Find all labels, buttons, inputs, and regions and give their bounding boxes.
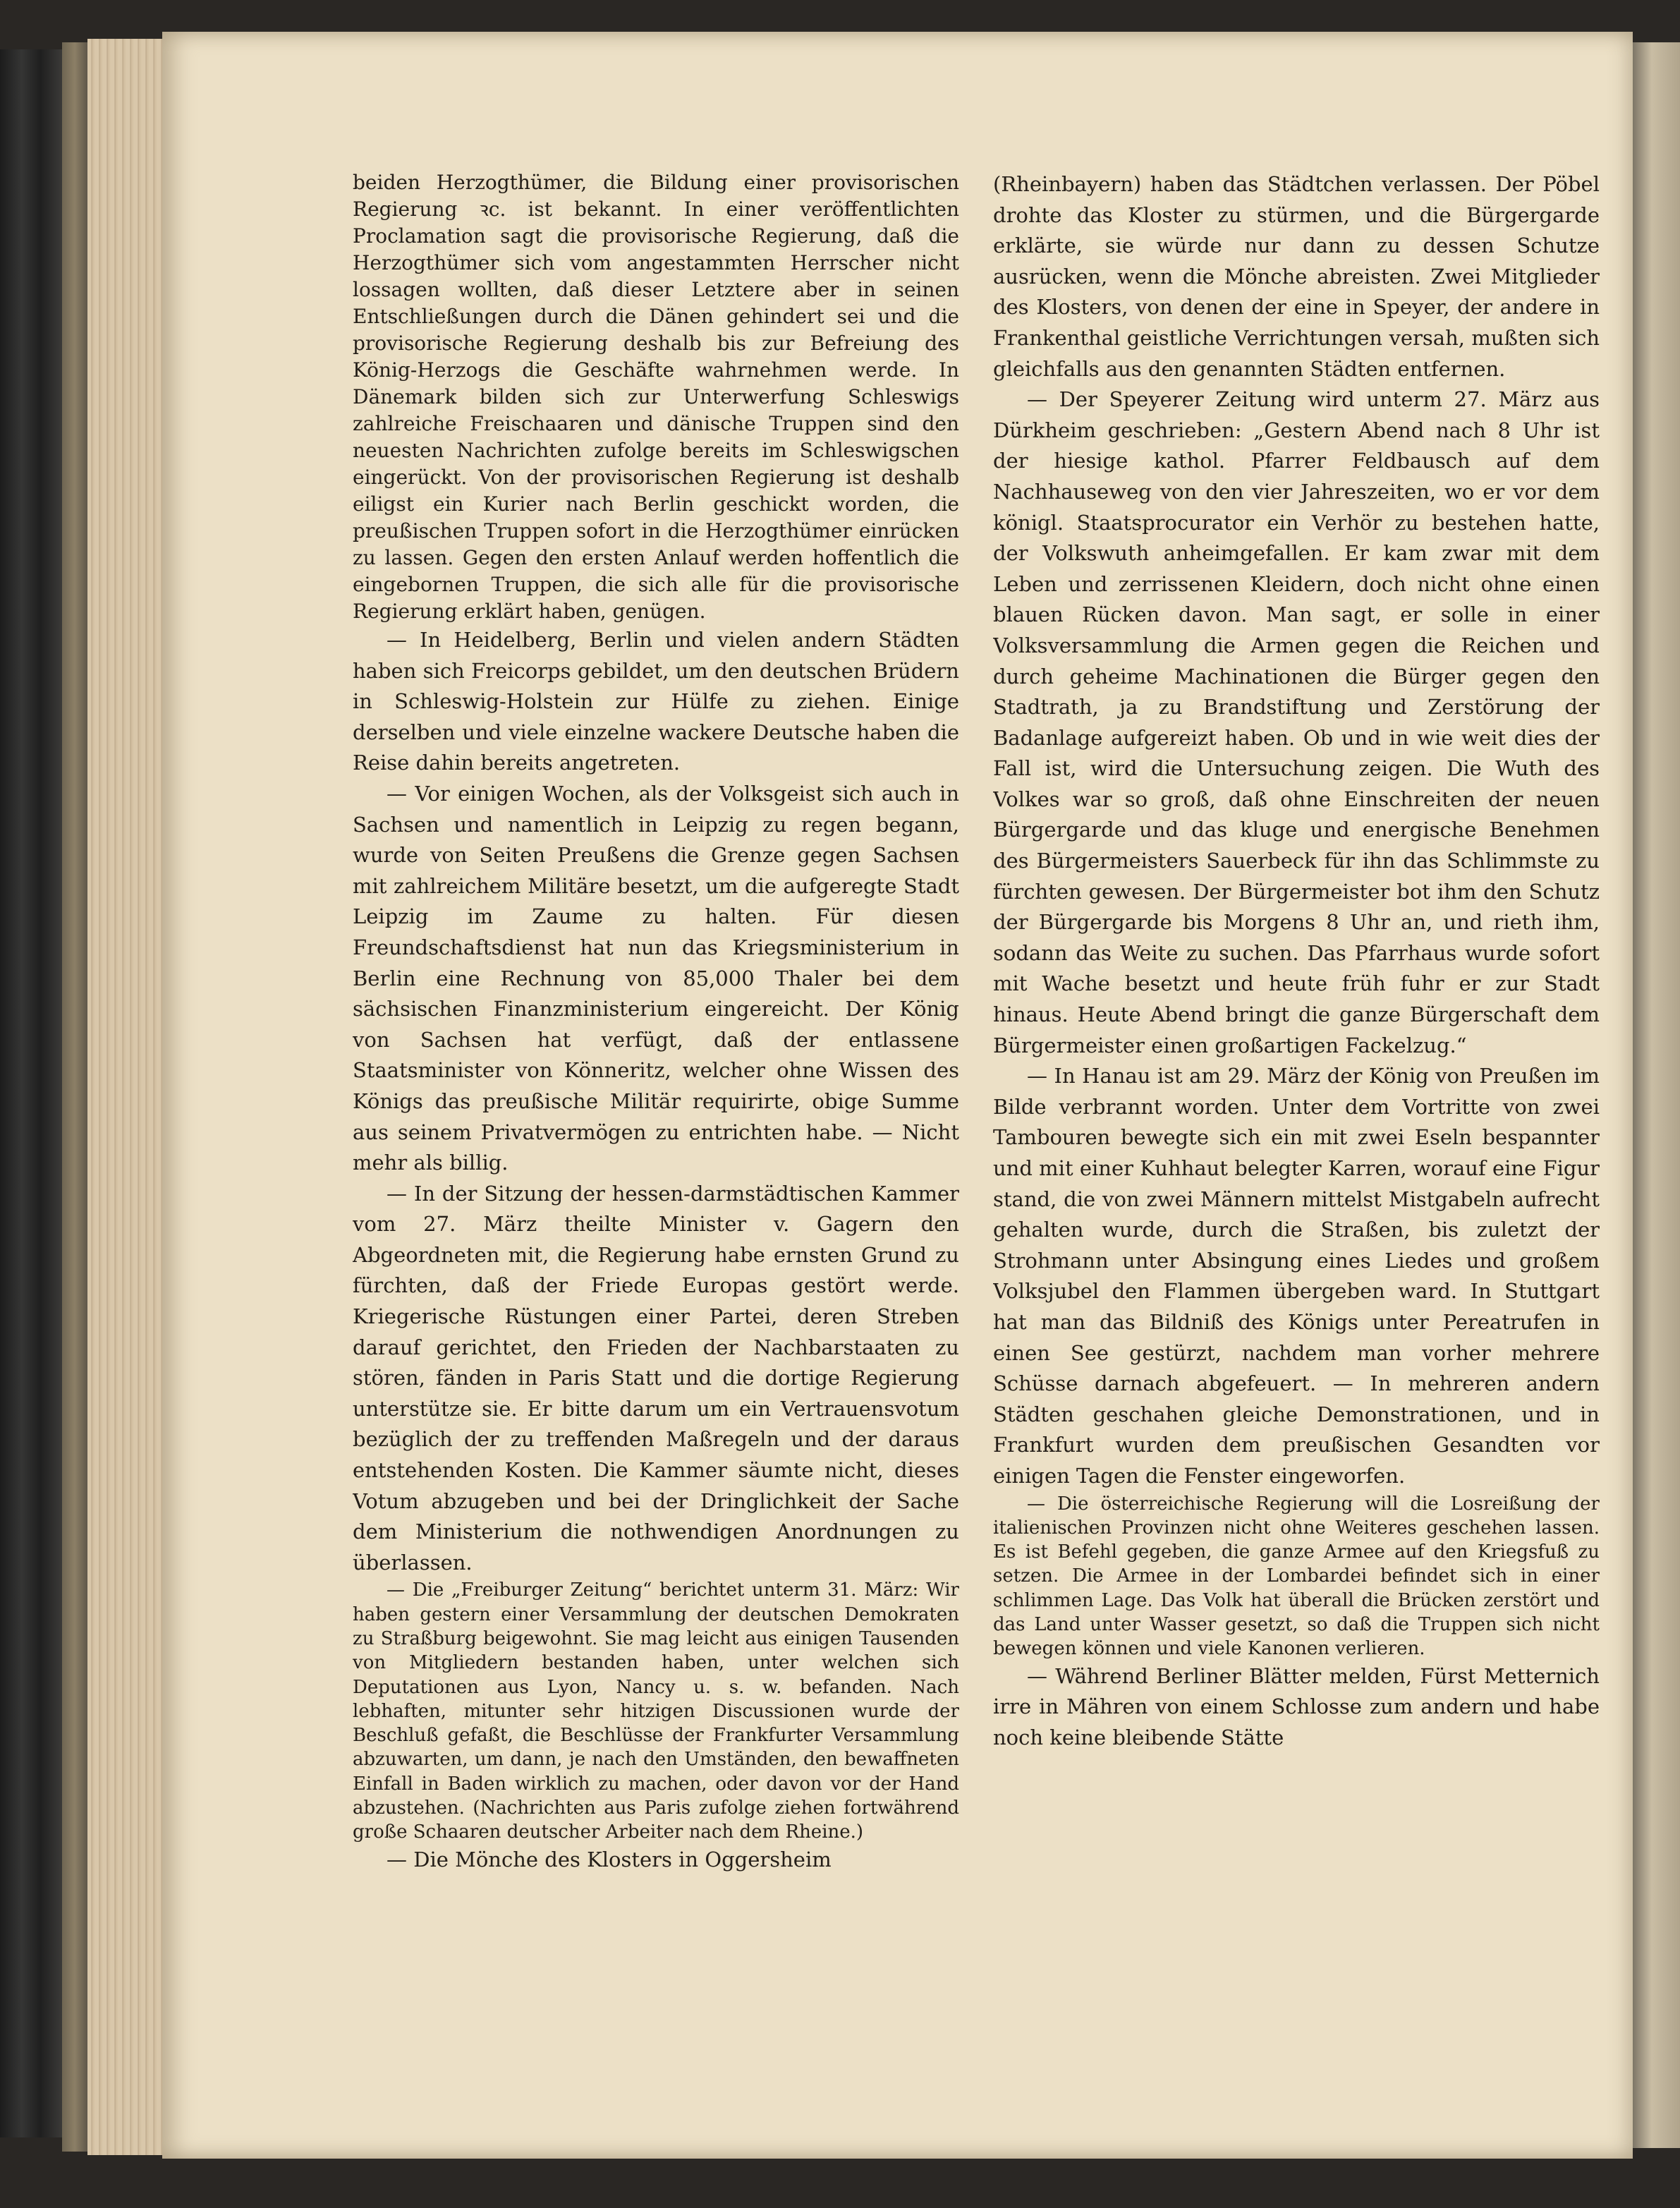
article-paragraph: — Der Speyerer Zeitung wird unterm 27. März aus Dürkheim geschrieben: „Gestern Abend nach 8 Uhr ist der hiesige kathol. Pfarrer Feldbausch auf dem Nachhauseweg von den vier Jahreszeiten, wo er vor dem königl. Staatsprocurator ein Verhör zu bestehen hatte, der Volkswuth anheimgefallen. Er kam zwar mit dem Leben und zerrissenen Kleidern, doch nicht ohne einen blauen Rücken davon. Man sagt, er solle in einer Volksversammlung die Armen gegen die Reichen und durch geheime Machinationen die Bürger gegen den Stadtrath, ja zu Brandstiftung und Zerstörung der Badanlage aufgereizt haben. Ob und in wie weit dies der Fall ist, wird die Untersuchung zeigen. Die Wuth des Volkes war so groß, daß ohne Einschreiten der neuen Bürgergarde und das kluge und energische Benehmen des Bürgermeisters Sauerbeck für ihn das Schlimmste zu fürchten gewesen. Der Bürgermeister bot ihm den Schutz der Bürgergarde bis Morgens 8 Uhr an, und rieth ihm, sodann das Weite zu suchen. Das Pfarrhaus wurde sofort mit Wache besetzt und heute früh fuhr er zur Stadt hinaus. Heute Abend bringt die ganze Bürgerschaft dem Bürgermeister einen großartigen Fackelzug.“ [993, 387, 1600, 1057]
article-paragraph: — Während Berliner Blätter melden, Fürst Metternich irre in Mähren von einem Schlosse zum andern und habe noch keine bleibende Stätte [993, 1663, 1600, 1749]
book-spine [0, 49, 62, 2137]
left-column [353, 169, 959, 2095]
article-paragraph: — In der Sitzung der hessen-darmstädtischen Kammer vom 27. März theilte Minister v. Gagern den Abgeordneten mit, die Regierung habe ernsten Grund zu fürchten, daß der Friede Europas gestört werde. Kriegerische Rüstungen einer Partei, deren Streben darauf gerichtet, den Frieden der Nachbarstaaten zu stören, fänden in Paris Statt und die dortige Regierung unterstütze sie. Er bitte darum um ein Vertrauensvotum bezüglich der zu treffenden Maßregeln und der daraus entstehenden Kosten. Die Kammer säumte nicht, dieses Votum abzugeben und bei der Dringlichkeit der Sache dem Ministerium die nothwendigen Anordnungen zu überlassen. [353, 1181, 959, 1575]
article-paragraph: — Die „Freiburger Zeitung“ berichtet unterm 31. März: Wir haben gestern einer Versammlung der deutschen Demokraten zu Straßburg beigewohnt. Sie mag leicht aus einigen Tausenden von Mitgliedern bestanden haben, unter welchen sich Deputationen aus Lyon, Nancy u. s. w. befanden. Nach lebhaften, mitunter sehr hitzigen Discussionen wurde der Beschluß gefaßt, die Beschlüsse der Frankfurter Versammlung abzuwarten, um dann, je nach den Umständen, den bewaffneten Einfall in Baden wirklich zu machen, oder davon vor der Hand abzustehen. (Nachrichten aus Paris zufolge ziehen fortwährend große Schaaren deutscher Arbeiter nach dem Rheine.) [353, 1579, 959, 1843]
article-paragraph: beiden Herzogthümer, die Bildung einer provisorischen Regierung ꝛc. ist bekannt. In einer veröffentlichten Proclamation sagt die provisorische Regierung, daß die Herzogthümer sich vom angestammten Herrscher nicht lossagen wollten, daß dieser Letztere aber in seinen Entschließungen durch die Dänen gehindert sei und die provisorische Regierung deshalb bis zur Befreiung des König-Herzogs die Geschäfte wahrnehmen werde. In Dänemark bilden sich zur Unterwerfung Schleswigs zahlreiche Freischaaren und dänische Truppen sind den neuesten Nachrichten zufolge bereits im Schleswigschen eingerückt. Von der provisorischen Regierung ist deshalb eiligst ein Kurier nach Berlin geschickt worden, die preußischen Truppen sofort in die Herzogthümer einrücken zu lassen. Gegen den ersten Anlauf werden hoffentlich die eingebornen Truppen, die sich alle für die provisorische Regierung erklärt haben, genügen. [353, 171, 959, 623]
article-paragraph: — Vor einigen Wochen, als der Volksgeist sich auch in Sachsen und namentlich in Leipzig zu regen begann, wurde von Seiten Preußens die Grenze gegen Sachsen mit zahlreichem Militäre besetzt, um die aufgeregte Stadt Leipzig im Zaume zu halten. Für diesen Freundschaftsdienst hat nun das Kriegsministerium in Berlin eine Rechnung von 85,000 Thaler bei dem sächsischen Finanzministerium eingereicht. Der König von Sachsen hat verfügt, daß der entlassene Staatsminister von Könneritz, welcher ohne Wissen des Königs das preußische Militär requirirte, obige Summe aus seinem Privatvermögen zu entrichten habe. — Nicht mehr als billig. [353, 781, 959, 1175]
article-paragraph: — Die österreichische Regierung will die Losreißung der italienischen Provinzen nicht ohne Weiteres geschehen lassen. Es ist Befehl gegeben, die ganze Armee auf den Kriegsfuß zu setzen. Die Armee in der Lombardei befindet sich in einer schlimmen Lage. Das Volk hat überall die Brücken zerstört und das Land unter Wasser gesetzt, so daß die Truppen sich nicht bewegen können und viele Kanonen verlieren. [993, 1493, 1600, 1660]
right-column [993, 169, 1600, 2095]
article-paragraph: — Die Mönche des Klosters in Oggersheim [386, 1847, 832, 1872]
article-paragraph: — In Heidelberg, Berlin und vielen andern Städten haben sich Freicorps gebildet, um den deutschen Brüdern in Schleswig-Holstein zur Hülfe zu ziehen. Einige derselben und viele einzelne wackere Deutsche haben die Reise dahin bereits angetreten. [353, 628, 959, 775]
right-page-edge [1633, 42, 1680, 2148]
binding-strip [62, 42, 87, 2152]
article-paragraph: (Rheinbayern) haben das Städtchen verlassen. Der Pöbel drohte das Kloster zu stürmen, und die Bürgergarde erklärte, sie würde nur dann zu dessen Schutze ausrücken, wenn die Mönche abreisten. Zwei Mitglieder des Klosters, von denen der eine in Speyer, der andere in Frankenthal geistliche Verrichtungen versah, mußten sich gleichfalls aus den genannten Städten entfernen. [993, 172, 1600, 381]
scan-background [0, 2159, 1680, 2208]
article-paragraph: — In Hanau ist am 29. März der König von Preußen im Bilde verbrannt worden. Unter dem Vortritte von zwei Tambouren bewegte sich ein mit zwei Eseln bespannter und mit einer Kuhhaut belegter Karren, worauf eine Figur stand, die von zwei Männern mittelst Mistgabeln aufrecht gehalten wurde, durch die Straßen, bis zuletzt der Strohmann unter Absingung eines Liedes und großem Volksjubel den Flammen übergeben ward. In Stuttgart hat man das Bildniß des Königs unter Pereatrufen in einen See gestürzt, nachdem man vorher mehrere Schüsse darnach abgefeuert. — In mehreren andern Städten geschahen gleiche Demonstrationen, und in Frankfurt wurden dem preußischen Gesandten vor einigen Tagen die Fenster eingeworfen. [993, 1064, 1600, 1488]
